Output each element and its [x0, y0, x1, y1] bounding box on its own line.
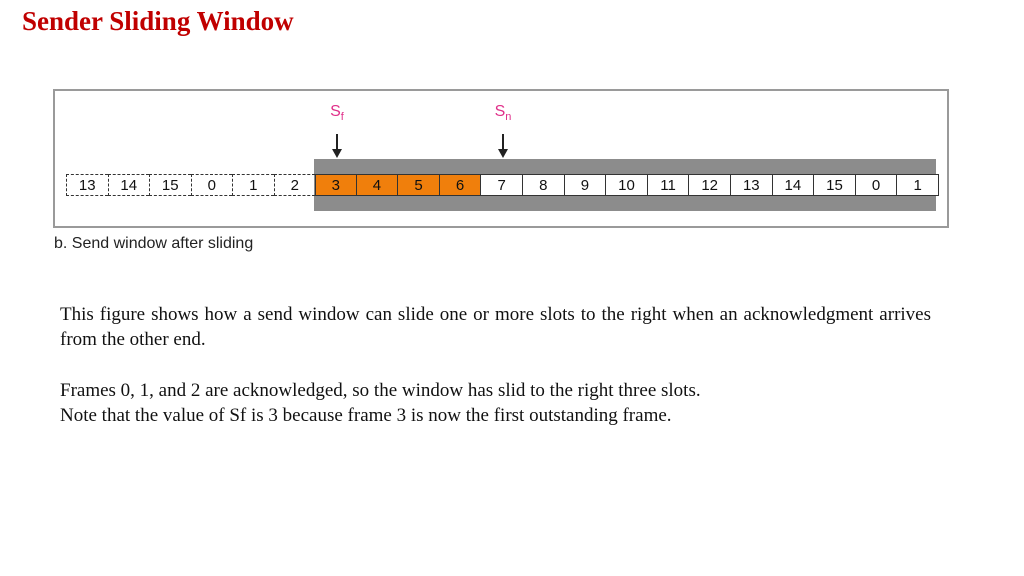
sendable-frame-slot: 12 — [689, 174, 731, 196]
figure-caption: b. Send window after sliding — [54, 235, 254, 252]
sendable-frame-slot: 13 — [731, 174, 773, 196]
sendable-frame-slot: 0 — [856, 174, 898, 196]
acknowledged-frame-slot: 15 — [149, 174, 191, 196]
acknowledged-frame-slot: 14 — [108, 174, 150, 196]
sendable-frame-slot: 1 — [897, 174, 939, 196]
sendable-frame-slot: 7 — [481, 174, 523, 196]
pointer-sn-arrow-head — [498, 149, 508, 158]
outstanding-frame-slot: 3 — [315, 174, 357, 196]
description-paragraph-1: This figure shows how a send window can slide one or more slots to the right when an acknowledgment arrives from the other end. — [60, 304, 931, 350]
outstanding-frame-slot: 5 — [398, 174, 440, 196]
sendable-frame-slot: 8 — [523, 174, 565, 196]
pointer-sn-letter: S — [494, 103, 506, 120]
outstanding-frame-slot: 4 — [357, 174, 399, 196]
pointer-sf-letter: S — [330, 103, 341, 120]
pointer-sn-label — [491, 103, 515, 121]
description-paragraph-2-line-2: Note that the value of Sf is 3 because frame 3 is now the first outstanding frame. — [60, 405, 672, 426]
sendable-frame-slot: 9 — [565, 174, 607, 196]
sendable-frame-slot: 10 — [606, 174, 648, 196]
acknowledged-frame-slot: 2 — [274, 174, 316, 196]
sendable-frame-slot: 14 — [773, 174, 815, 196]
acknowledged-frame-slot: 0 — [191, 174, 233, 196]
pointer-sf-sub: f — [340, 111, 344, 123]
acknowledged-frame-slot: 1 — [232, 174, 274, 196]
sendable-frame-slot: 11 — [648, 174, 690, 196]
description-paragraph-2-line-1: Frames 0, 1, and 2 are acknowledged, so the window has slid to the right three slots. — [60, 380, 701, 401]
page-title: Sender Sliding Window — [22, 6, 294, 36]
pointer-sf-label — [325, 103, 349, 121]
acknowledged-frame-slot: 13 — [66, 174, 108, 196]
pointer-sn-sub: n — [505, 111, 512, 123]
outstanding-frame-slot: 6 — [440, 174, 482, 196]
pointer-sf-arrow-head — [332, 149, 342, 158]
sendable-frame-slot: 15 — [814, 174, 856, 196]
